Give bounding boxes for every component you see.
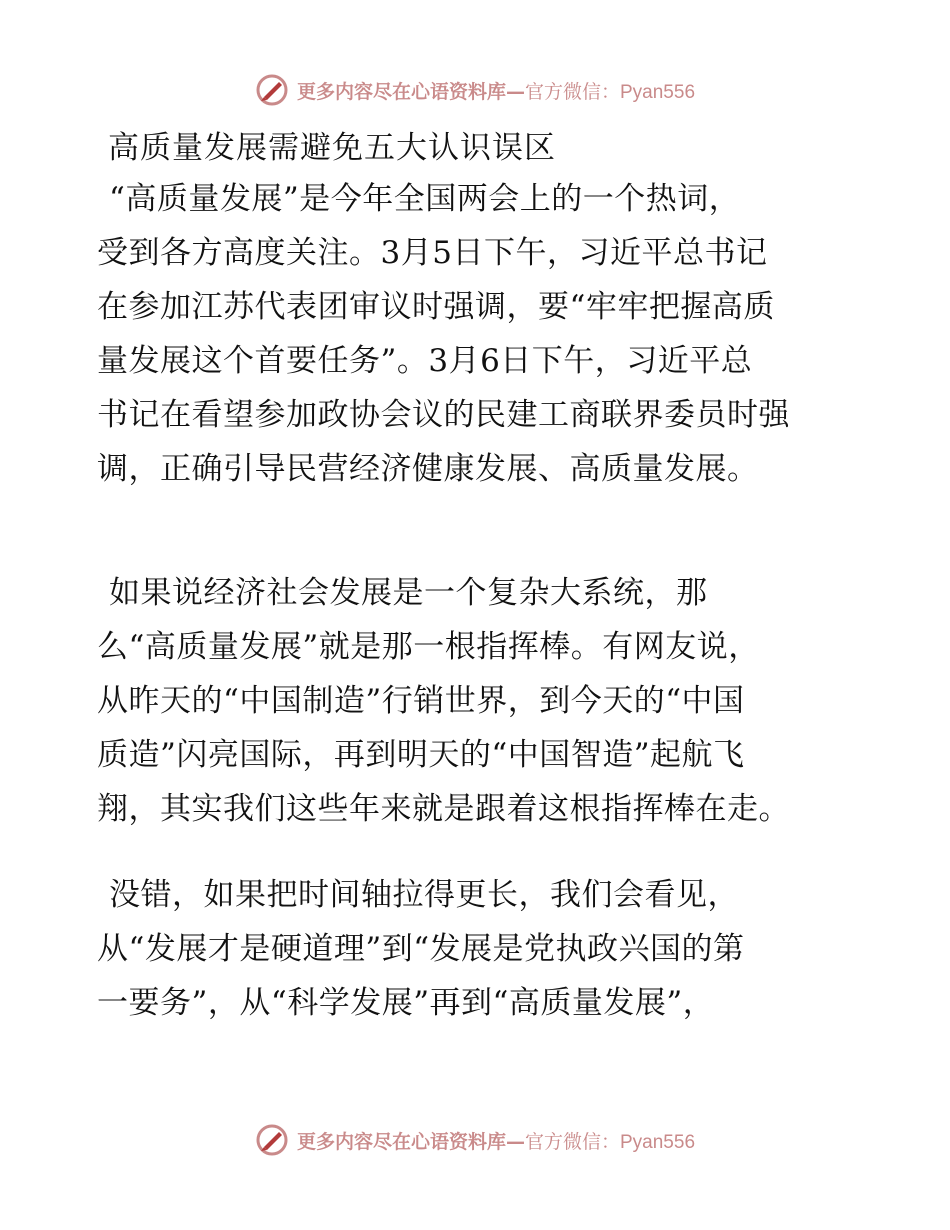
text-line: 么“高质量发展”就是那一根指挥棒。有网友说，: [97, 629, 760, 665]
text-line: 受到各方高度关注。3月5日下午，习近平总书记: [97, 235, 768, 271]
watermark-banner-bottom: [0, 1120, 950, 1160]
text-line: 在参加江苏代表团审议时强调，要“牢牢把握高质: [97, 289, 775, 325]
text-line: 如果说经济社会发展是一个复杂大系统，那: [109, 575, 708, 611]
text-line: 质造”闪亮国际，再到明天的“中国智造”起航飞: [97, 737, 745, 773]
logo-icon: [255, 73, 289, 107]
paragraph-3: [97, 868, 857, 1030]
text-line: 翔，其实我们这些年来就是跟着这根指挥棒在走。: [97, 791, 790, 827]
paragraph-1: [97, 172, 857, 496]
watermark-banner-top: [0, 70, 950, 110]
text-line: 从昨天的“中国制造”行销世界，到今天的“中国: [97, 683, 745, 719]
watermark-text: 更多内容尽在心语资料库—官方微信：Pyan556: [296, 80, 696, 103]
watermark-text: 更多内容尽在心语资料库—官方微信：Pyan556: [296, 1130, 696, 1153]
text-line: 没错，如果把时间轴拉得更长，我们会看见，: [109, 877, 739, 913]
document-title: 高质量发展需避免五大认识误区: [108, 130, 556, 166]
logo-icon: [255, 1123, 289, 1157]
text-line: 量发展这个首要任务”。3月6日下午，习近平总: [97, 343, 753, 379]
text-line: 调，正确引导民营经济健康发展、高质量发展。: [97, 451, 759, 487]
paragraph-2: [97, 566, 857, 836]
text-line: 一要务”，从“科学发展”再到“高质量发展”，: [97, 985, 715, 1021]
text-line: “高质量发展”是今年全国两会上的一个热词，: [109, 181, 741, 217]
text-line: 从“发展才是硬道理”到“发展是党执政兴国的第: [97, 931, 745, 967]
text-line: 书记在看望参加政协会议的民建工商联界委员时强: [97, 397, 790, 433]
